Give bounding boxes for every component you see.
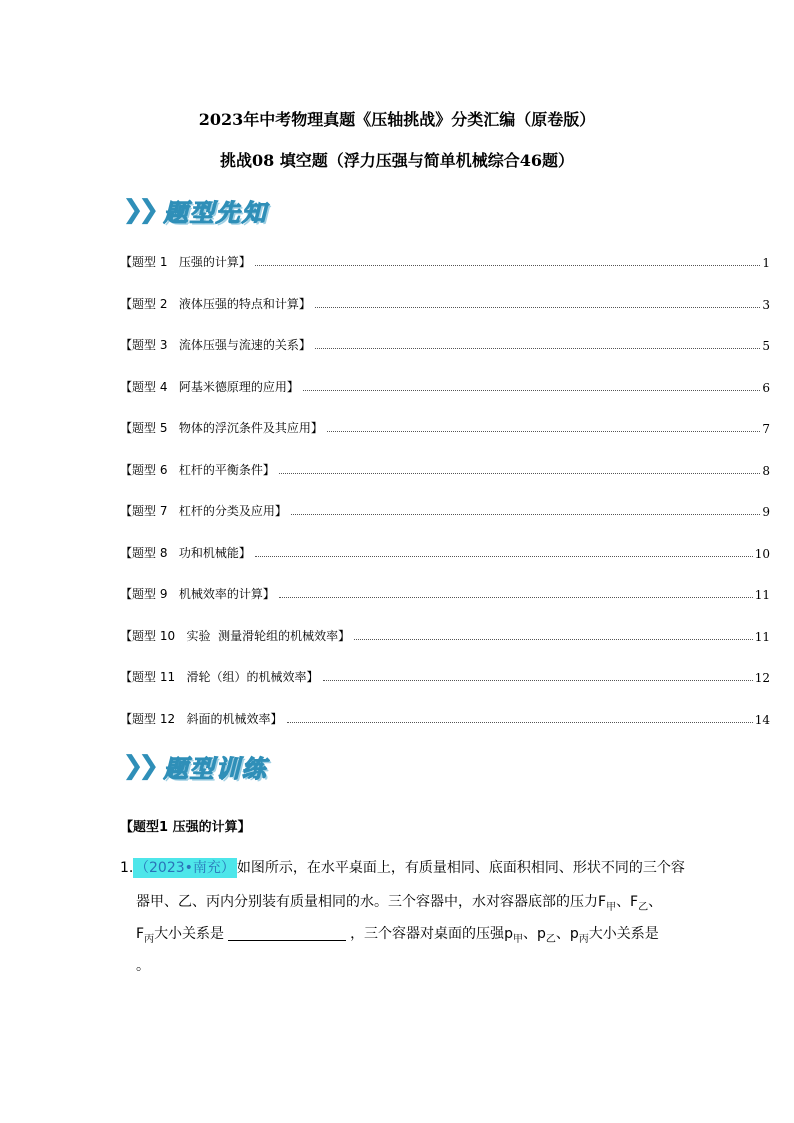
toc-page-number: 9 bbox=[762, 505, 770, 519]
toc-entry-label bbox=[120, 419, 323, 436]
pressure-separator: 、p bbox=[555, 926, 579, 942]
toc-entry-title: 流体压强与流速的关系】 bbox=[178, 338, 311, 352]
force-symbol: F bbox=[136, 926, 145, 942]
toc-entry-label bbox=[120, 544, 251, 561]
toc-entry-title: 液体压强的特点和计算】 bbox=[178, 296, 311, 311]
pressure-separator: 、p bbox=[522, 926, 546, 942]
source-tag: （2023•南充） bbox=[135, 860, 235, 876]
toc-entry[interactable] bbox=[120, 416, 770, 436]
double-chevron-icon: ❯❯ bbox=[122, 751, 154, 781]
toc-entry-label bbox=[120, 378, 299, 395]
toc-page-number: 3 bbox=[762, 297, 770, 312]
question-number: 1. bbox=[120, 860, 134, 876]
toc-entry-label bbox=[120, 668, 319, 685]
toc-leader-dots bbox=[279, 596, 753, 598]
force-separator: 、 bbox=[648, 894, 663, 910]
subscript-jia: 甲 bbox=[606, 901, 617, 913]
question-line-3 bbox=[136, 918, 659, 956]
toc-entry-title: 压强的计算】 bbox=[178, 255, 251, 269]
toc-page-number: 10 bbox=[754, 546, 770, 561]
toc-entry-title: 机械效率的计算】 bbox=[178, 587, 275, 601]
toc-entry-number: 【题型 4 bbox=[120, 379, 168, 394]
document-subtitle: 挑战08 填空题（浮力压强与简单机械综合46题） bbox=[219, 151, 575, 170]
subscript-yi: 乙 bbox=[638, 901, 649, 913]
subscript-jia: 甲 bbox=[512, 933, 523, 945]
toc-entry-label bbox=[120, 585, 275, 602]
toc-leader-dots bbox=[315, 306, 760, 308]
toc-entry-title: 物体的浮沉条件及其应用】 bbox=[178, 421, 323, 435]
toc-entry-number: 【题型 12 bbox=[120, 711, 176, 726]
toc-entry-title: 滑轮（组）的机械效率】 bbox=[186, 670, 319, 684]
toc-page-number: 5 bbox=[762, 339, 770, 353]
pressure-symbol: p bbox=[504, 926, 513, 942]
toc-entry-title: 杠杆的分类及应用】 bbox=[178, 504, 287, 518]
banner-training bbox=[122, 748, 268, 784]
force-separator: 、F bbox=[616, 894, 639, 910]
toc-leader-dots bbox=[327, 430, 760, 432]
section-heading: 【题型1 压强的计算】 bbox=[120, 820, 251, 835]
toc-entry[interactable] bbox=[120, 665, 770, 685]
toc-entry-number: 【题型 3 bbox=[120, 338, 168, 352]
toc-page-number: 7 bbox=[762, 422, 770, 436]
toc-entry[interactable] bbox=[120, 499, 770, 519]
toc-entry[interactable] bbox=[120, 582, 770, 602]
toc-entry-title: 实验 测量滑轮组的机械效率】 bbox=[186, 628, 351, 643]
toc-leader-dots bbox=[255, 555, 753, 557]
banner-overview-text: 题型先知 bbox=[163, 198, 268, 227]
toc-entry[interactable] bbox=[120, 250, 770, 270]
toc-page-number: 11 bbox=[754, 629, 770, 644]
subscript-yi: 乙 bbox=[545, 933, 556, 945]
toc-entry[interactable] bbox=[120, 458, 770, 478]
toc-leader-dots bbox=[255, 264, 760, 266]
question-text-1: 如图所示，在水平桌面上，有质量相同、底面积相同、形状不同的三个容 bbox=[236, 860, 685, 876]
toc-leader-dots bbox=[303, 389, 760, 391]
double-chevron-icon: ❯❯ bbox=[122, 195, 154, 225]
question-text-3c: 大小关系是 bbox=[588, 926, 659, 942]
banner-training-text: 题型训练 bbox=[163, 754, 268, 783]
question-text-3a: 大小关系是 bbox=[154, 926, 225, 942]
toc-entry-number: 【题型 9 bbox=[120, 587, 168, 601]
toc-entry-title: 斜面的机械效率】 bbox=[186, 711, 283, 726]
toc-entry-number: 【题型 1 bbox=[120, 255, 168, 269]
toc-page-number: 6 bbox=[762, 380, 770, 395]
toc-leader-dots bbox=[354, 638, 753, 640]
toc-entry[interactable] bbox=[120, 375, 770, 395]
toc-entry-title: 杠杆的平衡条件】 bbox=[178, 462, 275, 477]
toc-page-number: 8 bbox=[762, 463, 770, 478]
question-line-4 bbox=[136, 950, 150, 982]
toc-entry-number: 【题型 5 bbox=[120, 421, 168, 435]
toc-page-number: 11 bbox=[754, 588, 770, 602]
subscript-bing: 丙 bbox=[578, 933, 589, 945]
subscript-bing: 丙 bbox=[144, 933, 155, 945]
toc-entry-number: 【题型 10 bbox=[120, 628, 176, 643]
toc-leader-dots bbox=[315, 347, 760, 349]
toc-entry-number: 【题型 7 bbox=[120, 504, 168, 518]
toc-leader-dots bbox=[279, 472, 760, 474]
toc-leader-dots bbox=[291, 513, 760, 515]
toc-entry-label bbox=[120, 502, 287, 519]
toc-page-number: 12 bbox=[754, 671, 770, 685]
toc-entry-label bbox=[120, 295, 311, 312]
toc-entry-label bbox=[120, 710, 283, 727]
toc-entry-title: 阿基米德原理的应用】 bbox=[178, 379, 299, 394]
question-text-4: 。 bbox=[136, 958, 150, 974]
toc-entry[interactable] bbox=[120, 333, 770, 353]
toc-entry-number: 【题型 8 bbox=[120, 545, 168, 560]
toc-entry-label bbox=[120, 336, 311, 353]
toc-entry-label bbox=[120, 253, 251, 270]
toc-page-number: 1 bbox=[762, 256, 770, 270]
toc-entry[interactable] bbox=[120, 707, 770, 727]
toc-entry[interactable] bbox=[120, 624, 770, 644]
toc-page-number: 14 bbox=[754, 712, 770, 727]
question-line-1 bbox=[133, 852, 685, 884]
toc-entry-number: 【题型 2 bbox=[120, 296, 168, 311]
toc-entry-label bbox=[120, 627, 350, 644]
question-text-3b: ，三个容器对桌面的压强 bbox=[350, 926, 505, 942]
banner-overview bbox=[122, 192, 268, 228]
toc-leader-dots bbox=[287, 721, 753, 723]
toc-entry[interactable] bbox=[120, 292, 770, 312]
answer-blank[interactable] bbox=[228, 924, 346, 941]
question-text-2: 器甲、乙、丙内分别装有质量相同的水。三个容器中，水对容器底部的压力 bbox=[136, 894, 598, 910]
force-symbol: F bbox=[598, 894, 607, 910]
document-title: 2023年中考物理真题《压轴挑战》分类汇编（原卷版） bbox=[198, 110, 596, 129]
toc-entry-label bbox=[120, 461, 275, 478]
toc-entry-number: 【题型 6 bbox=[120, 462, 168, 477]
toc-leader-dots bbox=[323, 679, 753, 681]
toc-entry[interactable] bbox=[120, 541, 770, 561]
toc-entry-title: 功和机械能】 bbox=[178, 545, 251, 560]
toc-entry-number: 【题型 11 bbox=[120, 670, 176, 684]
